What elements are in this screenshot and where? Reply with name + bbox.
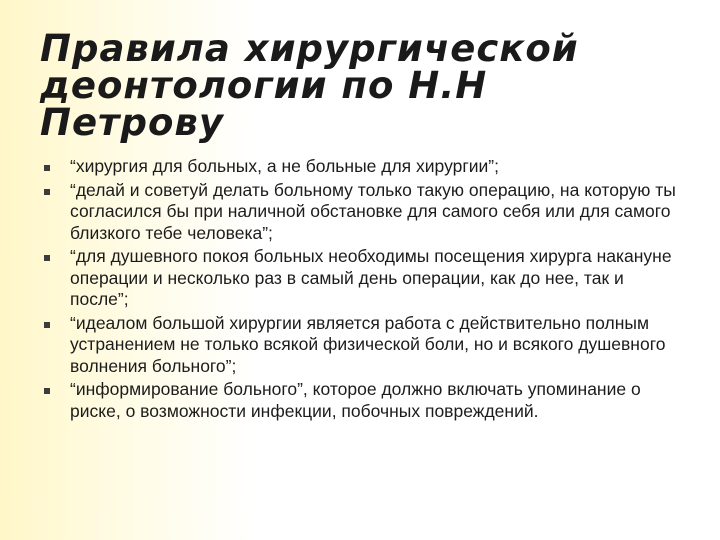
rule-text: “делай и советуй делать больному только такую операцию, на которую ты согласился бы при наличной обстановке для самого себя или для самого близкого тебе человека”; — [70, 179, 676, 243]
square-bullet-icon — [44, 322, 50, 328]
rule-text: “идеалом большой хирургии является работа с действительно полным устранением не только всякой физической боли, но и всякого душевного волнения больного”; — [70, 312, 666, 376]
slide-title: Правила хирургической деонтологии по Н.Н Петрову — [40, 27, 579, 144]
square-bullet-icon — [44, 255, 50, 261]
rule-text: “информирование больного”, которое должно включать упоминание о риске, о возможности инфекции, побочных повреждений. — [70, 379, 641, 421]
list-item — [44, 180, 684, 245]
list-item — [44, 156, 684, 178]
rules-list — [44, 156, 684, 424]
square-bullet-icon — [44, 165, 50, 171]
square-bullet-icon — [44, 388, 50, 394]
list-item — [44, 313, 684, 378]
square-bullet-icon — [44, 189, 50, 195]
list-item — [44, 379, 684, 422]
rule-text: “хирургия для больных, а не больные для хирургии”; — [70, 156, 499, 176]
list-item — [44, 246, 684, 311]
rule-text: “для душевного покоя больных необходимы посещения хирурга накануне операции и несколько раз в самый день операции, как до нее, так и после”; — [70, 246, 672, 309]
